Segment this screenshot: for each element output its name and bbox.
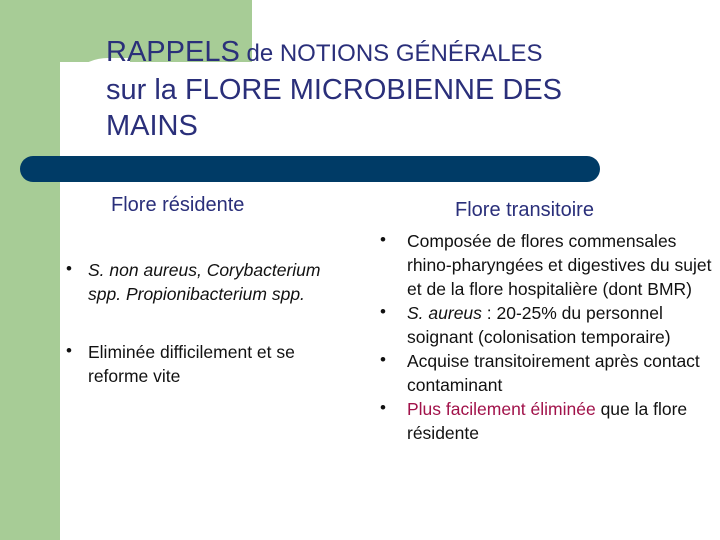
transient-flora-list xyxy=(380,229,715,445)
slide-title-line-2: sur la FLORE MICROBIENNE DES xyxy=(106,74,563,106)
resident-flora-text: S. non aureus, Corybacterium spp. Propionibacterium spp. xyxy=(88,260,321,304)
title-main: de NOTIONS GÉNÉRALES xyxy=(239,40,543,67)
transient-flora-highlight-text: Plus facilement éliminée xyxy=(407,399,596,419)
transient-flora-text: que la flore résidente xyxy=(407,399,688,443)
slide-title xyxy=(106,34,696,144)
transient-flora-item xyxy=(380,229,715,301)
bullet-dot-icon: • xyxy=(380,398,386,417)
transient-flora-italic-text: S. aureus xyxy=(407,303,482,323)
bullet-dot-icon: • xyxy=(380,230,386,249)
left-accent-bar xyxy=(0,0,60,540)
resident-flora-item xyxy=(66,258,346,306)
slide-title-line-3: MAINS xyxy=(106,110,198,142)
slide-title-line-1 xyxy=(106,34,696,72)
transient-flora-text: : 20-25% du personnel soignant (colonisation temporaire) xyxy=(407,303,671,347)
bullet-dot-icon: • xyxy=(66,341,72,360)
resident-flora-heading: Flore résidente xyxy=(111,194,245,216)
bullet-dot-icon: • xyxy=(66,259,72,278)
transient-flora-item xyxy=(380,349,715,397)
resident-flora-item xyxy=(66,340,346,388)
bullet-dot-icon: • xyxy=(380,302,386,321)
transient-flora-item xyxy=(380,397,715,445)
title-divider xyxy=(20,156,600,182)
resident-flora-list xyxy=(66,258,346,422)
transient-flora-heading: Flore transitoire xyxy=(455,199,594,221)
resident-flora-text: Eliminée difficilement et se reforme vite xyxy=(88,342,295,386)
transient-flora-text: Composée de flores commensales rhino-pharyngées et digestives du sujet et de la flore hospitalière (dont BMR) xyxy=(407,231,712,299)
title-prefix: RAPPELS xyxy=(106,36,240,68)
bullet-dot-icon: • xyxy=(380,350,386,369)
transient-flora-item xyxy=(380,301,715,349)
transient-flora-text: Acquise transitoirement après contact contaminant xyxy=(407,351,700,395)
